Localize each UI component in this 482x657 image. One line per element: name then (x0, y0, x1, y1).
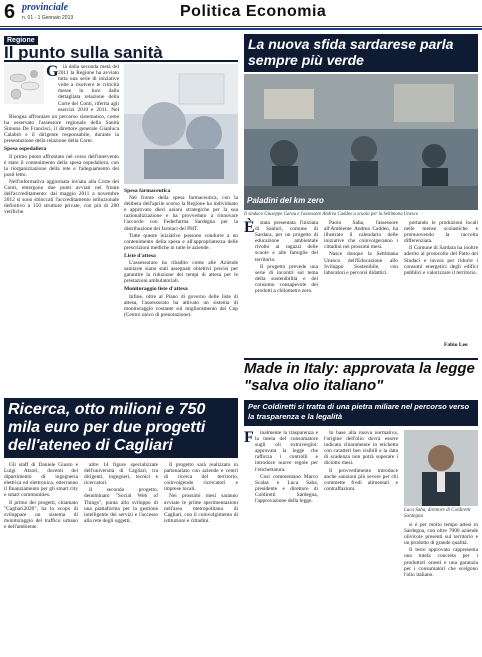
hospital-photo (124, 64, 238, 184)
sardara-photo-caption: Paladini del km zero (247, 196, 324, 205)
paragraph: Nell'informativa aggiornata inviata alla Corte dei Conti, emergono due punti avviati nel fronte dell'accreditamento: dal maggio 2011 a novembre 2012 si sono sbloccati l'accreditamento istituzionale definitivo a 150 strutture private, con più di 200 verifiche. (4, 178, 119, 216)
sardara-title: La nuova sfida sardarese parla sempre più verde (244, 34, 478, 72)
saba-photo (404, 430, 478, 506)
paragraph: Nasce dunque la Settimana Unesco dell'Educazione allo Sviluppo Sostenibile, con laboratori e percorsi didattici. (324, 251, 398, 276)
paragraph: Bisogna affrontare un percorso sistematico, come ha osservato l'assessore regionale della Sanità Simona De Francisci, il direttore generale Gianluca Calabrò e il dirigente responsabile, durante la presentazione della relazione della Corte. (4, 114, 119, 145)
paragraph: Nel fronte della spesa farmaceutica, con la delibera dell'aprile scorso la Regione ha individuato e approvato dieci azioni strategiche per la sua razionalizzazione e ha provveduto a rinnovare l'accordo con Federfarma Sardegna per la distribuzione dei farmaci del PHT. (124, 195, 238, 232)
paragraph: ià dalla seconda metà del 2011 la Regione ha avviato tutta una serie di iniziative volte a risolvere le criticità messe in luce dalla dettagliata relazione della Corte dei Conti, riferita agli esercizi 2010 e 2011. Nel (58, 64, 119, 112)
section-title: Politica Economia (180, 3, 327, 20)
paragraph: Così commentano Marco Scalas e Luca Saba, presidente e direttore di Coldiretti Sardegna, l'approvazione della legge. (255, 473, 318, 505)
olio-title: Made in Italy: approvata la legge "salva olio italiano" (244, 358, 478, 400)
sardara-caption: Il sindaco Giuseppe Garau e l'assessore Andrea Caddeo a scuola per la Settimana Unesco (244, 212, 419, 217)
sardara-dropcap: È (244, 219, 255, 236)
pills-photo (4, 64, 44, 104)
classroom-photo (244, 74, 478, 210)
article-sanita (4, 34, 238, 394)
paragraph: Il secondo progetto, denominato "Social Web of Things", punta allo sviluppo di una piattaforma per la gestione intelligente dei servizi e l'accesso alla rete degli oggetti. (84, 487, 158, 524)
paragraph: Il primo dei progetti, chiamato "Cagliari2020", ha lo scopo di sviluppare un sistema di monitoraggio del traffico urbano e dell'ambiente. (4, 499, 78, 530)
page-number: 6 (4, 1, 16, 23)
sardara-col2 (324, 220, 398, 350)
ricerca-col2 (84, 462, 158, 652)
article-sardara (244, 34, 478, 354)
article-olio (244, 358, 478, 654)
sanita-col1-top (58, 64, 119, 112)
issue-info: n. 01 - 1 Gennaio 2013 (22, 15, 74, 21)
sanita-col1 (4, 114, 119, 394)
paragraph: Il progetto prevede una serie di incontri sul tema della sostenibilità e del consumo consapevole dei prodotti a chilometro zero. (255, 263, 318, 295)
sardara-col3 (404, 220, 478, 338)
paragraph: In base alla nuova normativa, l'origine dell'olio dovrà essere indicata chiaramente in etichetta con caratteri ben visibili e la data di scadenza non potrà superare i diciotto mesi. (324, 430, 398, 467)
paragraph: si è per molto tempo attesi in Sardegna, con oltre 7000 aziende olivicole presenti sul territorio e un prodotto di grande qualità. (404, 522, 478, 547)
paragraph: inalmente la trasparenza e la tutela del consumatore sugli oli extravergini: approvata la legge che rafforza i controlli e introduce nuove regole per l'etichettatura. (255, 430, 318, 473)
olio-col2 (324, 430, 398, 652)
paragraph: L'assessorato ha ribadito come alle Aziende sanitarie siano stati assegnati obiettivi precisi per garantire la riduzione dei tempi di attesa per le prestazioni ambulatoriali. (124, 260, 238, 285)
sanita-kicker: Regione (4, 36, 38, 45)
header-rule (0, 28, 482, 30)
paragraph: Nei prossimi mesi saranno avviate le prime sperimentazioni nell'area metropolitana di Cagliari, con il coinvolgimento di istituzioni e cittadini. (164, 493, 238, 524)
subheading: Spesa farmaceutica (124, 188, 171, 194)
paragraph: Il Comune di Sardara ha inoltre aderito al protocollo del Patto dei Sindaci e lavora per ridurre i consumi energetici degli edifici pubblici e valorizzare il territorio. (404, 245, 478, 276)
olio-subtitle: Per Coldiretti si tratta di una pietra miliare nel percorso verso la trasparenza e la legalità (244, 400, 478, 426)
subheading: Spesa ospedaliera (4, 146, 47, 153)
paragraph: altre 14 figure specializzate dell'università di Cagliari, tra dirigenti, ingegneri, tecnici e ricercatori. (84, 462, 158, 487)
sanita-dropcap: G (46, 63, 59, 80)
olio-col3 (404, 522, 478, 652)
ricerca-col1 (4, 462, 78, 652)
page-header (0, 0, 482, 27)
paragraph: Il progetto sarà realizzato in partenariato con aziende e centri di ricerca del territorio, coinvolgendo ricercatori e imprese locali. (164, 462, 238, 493)
paragraph: Paolo Saba, l'assessore all'Ambiente Andrea Caddeo, ha illustrato il calendario delle iniziative che coinvolgeranno i cittadini nei prossimi mesi. (324, 220, 398, 251)
newspaper-logo: provinciale (22, 2, 69, 13)
paragraph: Il testo approvato rappresenta una tutela concreta per i produttori onesti e una garanzia per i consumatori che scelgono l'olio italiano. (404, 547, 478, 578)
paragraph: stata presentata l'iniziata di Sanluri, comune di Sardara, per un progetto di educazione ambientale rivolto ai ragazzi delle scuole e alle famiglie del territorio. (255, 220, 318, 263)
subheading: Liste d'attesa (124, 252, 156, 259)
sanita-title: Il punto sulla sanità (4, 43, 163, 62)
olio-dropcap: F (244, 429, 254, 446)
sardara-signature: Fabio Leo (444, 342, 468, 348)
sanita-headline-box (4, 34, 238, 62)
olio-col1 (255, 430, 318, 652)
sanita-col2 (124, 186, 238, 394)
paragraph: Infine, oltre al Piano di governo delle liste di attesa, l'assessorato ha attivato un sistema di monitoraggio costante sul miglioramento dei Cup (Centro unico di prenotazione). (124, 293, 238, 318)
sardara-col1 (255, 220, 318, 350)
ricerca-title: Ricerca, otto milioni e 750 mila euro per due progetti dell'ateneo di Cagliari (4, 398, 238, 458)
paragraph: Gli staff di Daniele Giusto e Luigi Atzori, docenti del dipartimento di ingegneria elettrica ed elettronica, otterranno il finanziamento per gli smart city e smart communities. (4, 462, 78, 499)
paragraph: portando le produzioni locali nelle mense scolastiche e promuovendo la raccolta differenziata. (404, 220, 478, 245)
paragraph: Il provvedimento introduce anche sanzioni più severe per chi commette frodi alimentari e contraffazioni. (324, 467, 398, 492)
paragraph: Tutte queste iniziative possono condurre a un contenimento della spesa e all'appropriatezza delle prescrizioni mediche in tutte le aziende. (124, 232, 238, 251)
saba-photo-caption: Luca Saba, direttore di Coldiretti Sardegna (404, 508, 471, 519)
ricerca-col3 (164, 462, 238, 652)
paragraph: Il primo punto affrontato nel corso dell'intervento è stato il contenimento della spesa ospedaliera, con la riorganizzazione della rete e l'adeguamento dei posti letto. (4, 153, 119, 178)
article-ricerca (4, 398, 238, 654)
subheading: Monitoraggio liste d'attesa (124, 286, 188, 293)
